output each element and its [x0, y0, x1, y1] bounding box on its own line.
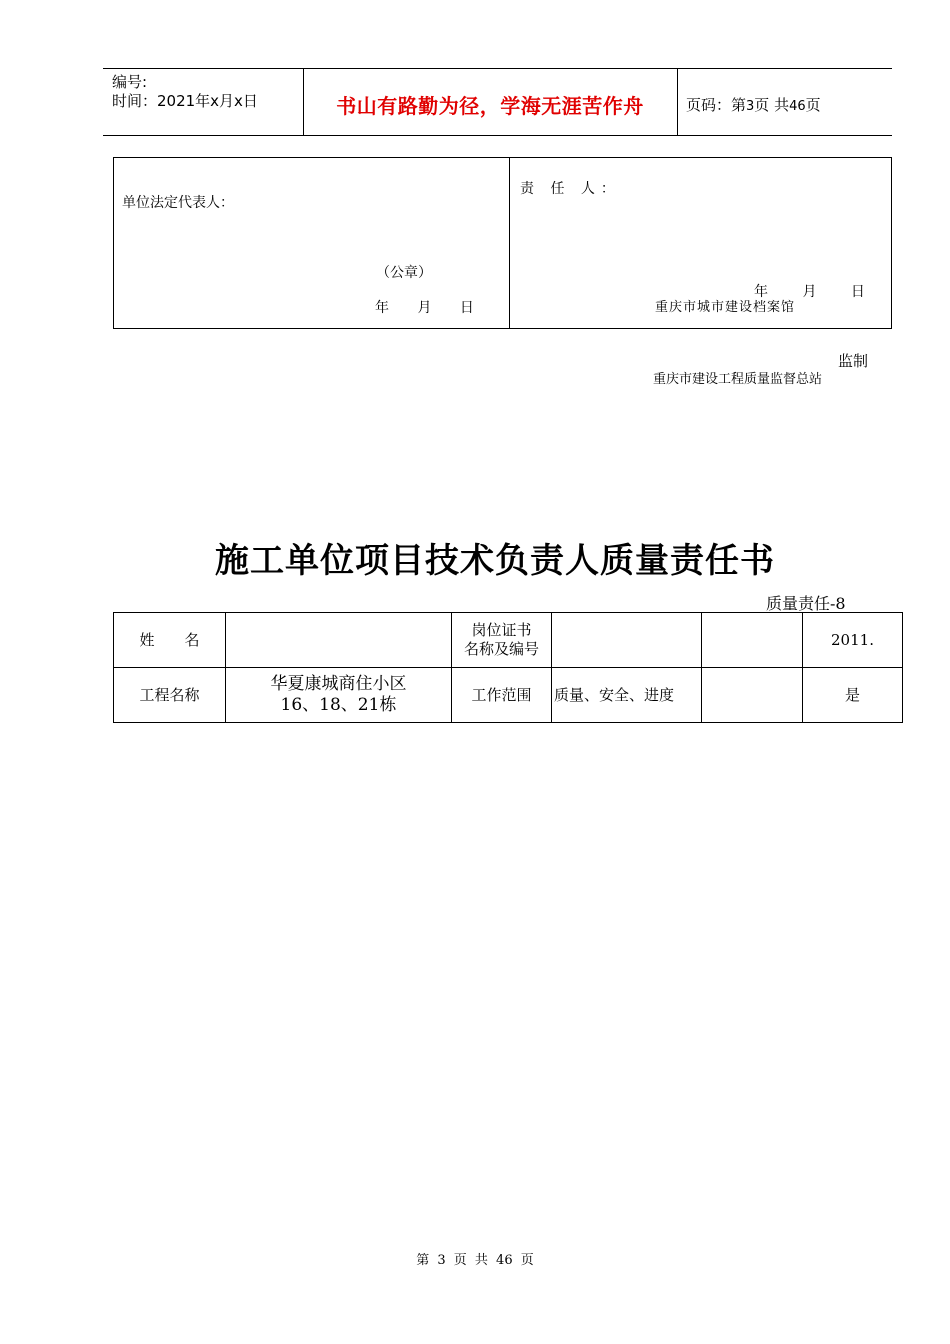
header-top-rule	[103, 68, 892, 69]
cert-value-cell	[552, 613, 702, 668]
page-total: 46	[789, 99, 806, 114]
document-title: 施工单位项目技术负责人质量责任书	[215, 541, 775, 581]
table-row	[114, 668, 903, 723]
table-row	[114, 613, 903, 668]
name-value-cell	[226, 613, 452, 668]
page-current: 3	[746, 99, 755, 114]
project-label-cell: 工程名称	[114, 668, 226, 723]
legal-representative-label: 单位法定代表人：	[122, 195, 234, 211]
seal-label: （公章）	[376, 265, 432, 281]
header-number-label: 编号:	[112, 73, 148, 91]
header-page-indicator	[686, 94, 821, 115]
supervision-label: 监制	[838, 352, 869, 370]
project-name-line1: 华夏康城商住小区	[270, 674, 407, 694]
blank-cell-row2	[702, 668, 803, 723]
blank-cell-row1	[702, 613, 803, 668]
date-left: 年 月 日	[375, 300, 474, 316]
yes-value-cell: 是	[803, 668, 903, 723]
date-right: 年 月 日	[754, 284, 865, 300]
archive-org: 重庆市城市建设档案馆	[655, 300, 796, 315]
document-code: 质量责任-8	[766, 594, 846, 613]
header-divider-right	[677, 68, 678, 136]
page-suffix: 页	[805, 96, 821, 114]
signature-box-divider	[509, 157, 510, 329]
responsible-person-label: 责 任 人：	[520, 181, 621, 197]
scope-value-cell: 质量、安全、进度	[552, 668, 702, 723]
page-footer: 第 3 页 共 46 页	[416, 1253, 534, 1268]
scope-label-cell: 工作范围	[452, 668, 552, 723]
info-table	[113, 612, 903, 723]
year-value-cell: 2011.	[803, 613, 903, 668]
header-motto: 书山有路勤为径，学海无涯苦作舟	[336, 94, 644, 118]
header-time-label: 时间：2021年x月x日	[112, 92, 258, 110]
project-name-line2: 16、18、21栋	[280, 695, 397, 715]
cert-label-line2: 名称及编号	[463, 640, 539, 658]
cert-label-line1: 岗位证书	[471, 621, 532, 639]
name-label-cell: 姓 名	[114, 613, 226, 668]
header-bottom-rule	[103, 135, 892, 136]
cert-label-cell	[452, 613, 552, 668]
page-prefix: 页码：第	[686, 96, 747, 114]
page-mid: 页 共	[754, 96, 790, 114]
project-name-cell	[226, 668, 452, 723]
supervision-org: 重庆市建设工程质量监督总站	[653, 372, 823, 387]
